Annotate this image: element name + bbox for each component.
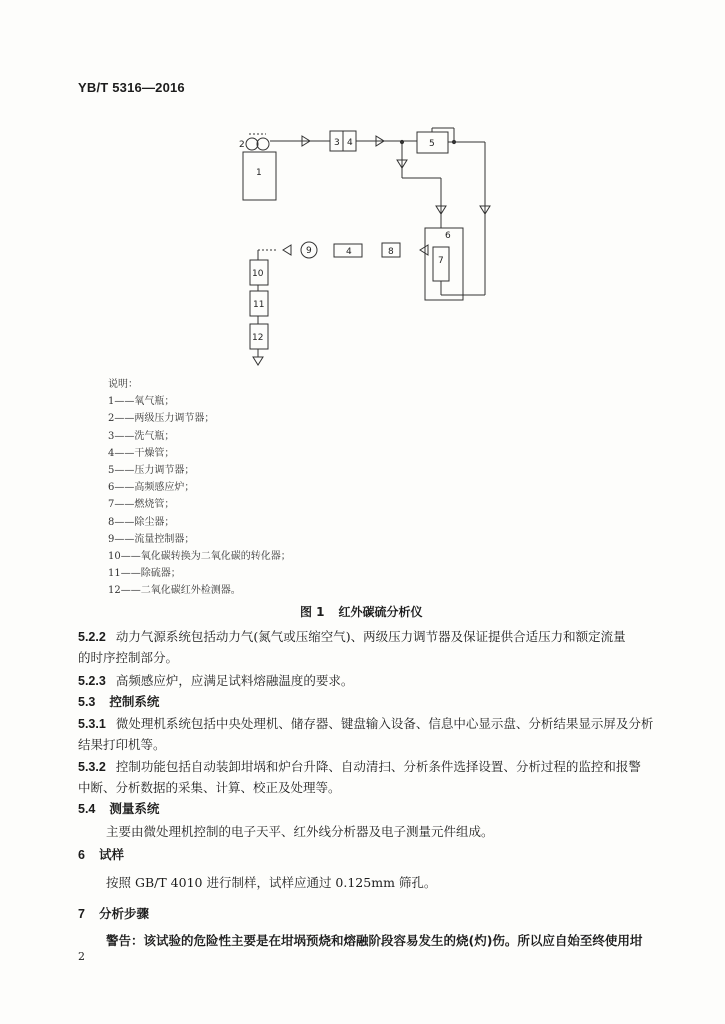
legend-item: 6——高频感应炉； xyxy=(108,482,195,494)
legend-item: 8——除尘器； xyxy=(108,516,175,528)
analyzer-schematic-diagram xyxy=(0,120,725,380)
clause-5-3-1 xyxy=(78,713,653,735)
clause-5-2-2 xyxy=(78,626,626,648)
legend-item: 3——洗气瓶； xyxy=(108,430,175,442)
section-5-4-heading xyxy=(78,799,159,817)
box-label-10: 10 xyxy=(252,269,264,279)
legend-item: 4——干燥管； xyxy=(108,447,175,459)
clause-text: 高频感应炉，应满足试料熔融温度的要求。 xyxy=(115,673,354,688)
safety-warning: 警告：该试验的危险性主要是在坩埚预烧和熔融阶段容易发生的烧(灼)伤。所以应自始至终使用坩 xyxy=(106,933,643,948)
exhaust-arrow xyxy=(253,357,263,365)
box-label-1: 1 xyxy=(256,168,262,178)
box-label-12: 12 xyxy=(252,333,264,343)
section-6-heading xyxy=(78,845,124,863)
box-label-11: 11 xyxy=(253,300,265,310)
section-title: 分析步骤 xyxy=(98,906,149,921)
box-label-3: 3 xyxy=(334,138,340,148)
figure-title: 红外碳硫分析仪 xyxy=(338,605,423,619)
figure-legend xyxy=(108,376,291,600)
box-label-4-bottom: 4 xyxy=(346,247,352,257)
legend-title: 说明： xyxy=(108,379,138,390)
box-label-2: 2 xyxy=(239,140,245,150)
clause-number: 5.3.2 xyxy=(78,760,106,774)
legend-item: 2——两级压力调节器； xyxy=(108,413,215,425)
box-label-6: 6 xyxy=(445,231,451,241)
section-number: 6 xyxy=(78,848,85,862)
section-number: 7 xyxy=(78,907,85,921)
clause-number: 5.2.2 xyxy=(78,630,106,644)
box-label-9: 9 xyxy=(306,246,312,256)
section-6-body: 按照 GB/T 4010 进行制样，试样应通过 0.125mm 筛孔。 xyxy=(106,875,437,890)
clause-5-2-2-continued: 的时序控制部分。 xyxy=(78,650,179,665)
box-label-4: 4 xyxy=(347,138,353,148)
box-label-8: 8 xyxy=(388,247,394,257)
legend-item: 9——流量控制器； xyxy=(108,533,195,545)
clause-5-3-2 xyxy=(78,756,641,778)
section-number: 5.4 xyxy=(78,802,96,816)
page-number: 2 xyxy=(78,950,85,963)
figure-number: 图 1 xyxy=(300,605,325,619)
induction-furnace-box xyxy=(425,228,463,300)
flow-arrow xyxy=(420,245,428,255)
clause-text: 动力气源系统包括动力气(氮气或压缩空气)、两级压力调节器及保证提供合适压力和额定流量 xyxy=(115,629,626,644)
figure-caption xyxy=(300,603,437,620)
section-7-heading xyxy=(78,904,149,922)
legend-item: 7——燃烧管； xyxy=(108,499,175,511)
clause-text: 控制功能包括自动装卸坩埚和炉台升降、自动清扫、分析条件选择设置、分析过程的监控和报警 xyxy=(115,759,641,774)
box-label-5: 5 xyxy=(429,139,435,149)
section-number: 5.3 xyxy=(78,695,96,709)
two-stage-regulator-circle-a xyxy=(246,138,258,150)
legend-item: 12——二氧化碳红外检测器。 xyxy=(108,585,241,597)
section-5-4-body: 主要由微处理机控制的电子天平、红外线分析器及电子测量元件组成。 xyxy=(106,824,494,839)
section-title: 控制系统 xyxy=(109,694,160,709)
section-title: 试样 xyxy=(98,847,124,862)
flow-arrow xyxy=(283,245,291,255)
legend-item: 10——氧化碳转换为二氧化碳的转化器； xyxy=(108,551,291,563)
section-5-3-heading xyxy=(78,692,159,710)
box-label-7: 7 xyxy=(438,256,444,266)
clause-5-3-2-continued: 中断、分析数据的采集、计算、校正及处理等。 xyxy=(78,780,341,795)
clause-5-2-3 xyxy=(78,670,353,692)
legend-item: 5——压力调节器； xyxy=(108,465,195,477)
section-title: 测量系统 xyxy=(109,801,160,816)
clause-number: 5.2.3 xyxy=(78,674,106,688)
two-stage-regulator-circle-b xyxy=(257,138,269,150)
legend-item: 11——除硫器； xyxy=(108,568,181,580)
clause-5-3-1-continued: 结果打印机等。 xyxy=(78,737,166,752)
standard-code-header: YB/T 5316—2016 xyxy=(78,80,185,95)
clause-number: 5.3.1 xyxy=(78,717,106,731)
legend-item: 1——氧气瓶； xyxy=(108,396,175,408)
clause-text: 微处理机系统包括中央处理机、储存器、键盘输入设备、信息中心显示盘、分析结果显示屏及分析 xyxy=(115,716,654,731)
